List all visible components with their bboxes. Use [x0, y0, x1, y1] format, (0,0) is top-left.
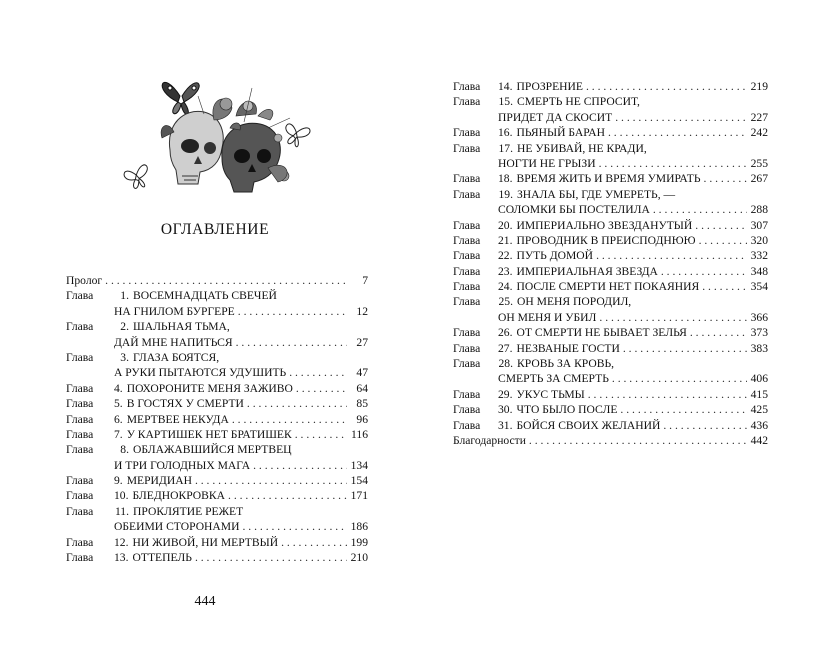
- toc-leader-dots: [247, 396, 347, 411]
- toc-entry-title: НЕЗВАНЫЕ ГОСТИ: [516, 341, 620, 355]
- toc-leader-dots: [253, 458, 347, 473]
- toc-entry[interactable]: [66, 412, 368, 427]
- toc-entry-line: [453, 187, 768, 202]
- toc-entry-prefix: Благодарности: [453, 433, 526, 447]
- toc-leader-dots: [232, 412, 347, 427]
- toc-leader-dots: [661, 264, 747, 279]
- toc-entry-number: 6.: [114, 412, 123, 426]
- toc-entry-title: ВРЕМЯ ЖИТЬ И ВРЕМЯ УМИРАТЬ: [516, 172, 701, 186]
- toc-entry[interactable]: [66, 319, 368, 350]
- toc-entry[interactable]: [453, 341, 768, 356]
- toc-entry-page: 307: [750, 218, 768, 232]
- toc-entry-line: [453, 79, 768, 94]
- toc-entry[interactable]: [453, 141, 768, 172]
- toc-entry-page: 186: [350, 520, 368, 534]
- toc-entry-number: 26.: [498, 326, 513, 340]
- toc-entry-prefix: Глава: [453, 126, 481, 140]
- toc-entry[interactable]: [66, 550, 368, 565]
- toc-entry[interactable]: [66, 504, 368, 535]
- toc-leader-dots: [599, 310, 747, 325]
- toc-leader-dots: [105, 273, 347, 288]
- toc-entry-number: 9.: [114, 474, 123, 488]
- toc-entry-title: ЗНАЛА БЫ, ГДЕ УМЕРЕТЬ, —: [517, 187, 676, 201]
- toc-title: ОГЛАВЛЕНИЕ: [160, 221, 270, 238]
- toc-entry[interactable]: [453, 218, 768, 233]
- toc-entry-page: 425: [750, 403, 768, 417]
- toc-entry-title: МЕРТВЕЕ НЕКУДА: [126, 412, 229, 426]
- toc-entry-page: 47: [356, 366, 368, 380]
- toc-entry-line: [453, 125, 768, 140]
- toc-entry[interactable]: [453, 233, 768, 248]
- toc-entry-number: 2.: [120, 320, 129, 334]
- toc-entry[interactable]: [453, 125, 768, 140]
- toc-entry-page: 436: [750, 418, 768, 432]
- toc-entry-page: 348: [750, 264, 768, 278]
- toc-entry-prefix: Глава: [66, 412, 94, 426]
- toc-entry-prefix: Глава: [66, 289, 94, 303]
- toc-entry[interactable]: [66, 381, 368, 396]
- toc-entry-line: [453, 356, 768, 371]
- toc-entry-number: 15.: [498, 95, 513, 109]
- toc-entry-prefix: Глава: [66, 551, 94, 565]
- toc-entry-title: УКУС ТЬМЫ: [516, 387, 585, 401]
- toc-entry-page: 242: [750, 126, 768, 140]
- toc-entry-number: 5.: [114, 397, 123, 411]
- toc-leader-dots: [228, 488, 347, 503]
- toc-entry-prefix: Глава: [453, 80, 481, 93]
- toc-leader-dots: [699, 233, 747, 248]
- toc-entry-number: 8.: [120, 443, 129, 457]
- toc-entry-title: НЕ УБИВАЙ, НЕ КРАДИ,: [517, 141, 647, 155]
- toc-entry-line: [453, 202, 768, 217]
- toc-entry-prefix: Пролог: [66, 274, 103, 287]
- skull-butterflies-illustration-icon: [118, 58, 318, 208]
- toc-entry-prefix: Глава: [453, 341, 481, 355]
- toc-entry[interactable]: [453, 294, 768, 325]
- toc-entry[interactable]: [66, 473, 368, 488]
- toc-entry-line: [66, 535, 368, 550]
- toc-entry-prefix: Глава: [453, 249, 481, 263]
- toc-entry-title: ОН МЕНЯ ПОРОДИЛ,: [517, 295, 632, 309]
- toc-entry-prefix: Глава: [453, 95, 481, 109]
- toc-entry-line: [453, 94, 768, 109]
- toc-entry-line: [66, 473, 368, 488]
- toc-entry-line: [66, 458, 368, 473]
- toc-entry-line: [453, 325, 768, 340]
- toc-entry-title: И ТРИ ГОЛОДНЫХ МАГА: [114, 458, 251, 472]
- toc-leader-dots: [653, 202, 747, 217]
- toc-entry-line: [66, 350, 368, 365]
- toc-entry-number: 23.: [498, 264, 513, 278]
- toc-entry-prefix: Глава: [66, 397, 94, 411]
- toc-entry-number: 30.: [498, 403, 513, 417]
- toc-entry-title: СМЕРТЬ НЕ СПРОСИТ,: [517, 95, 640, 109]
- toc-entry-prefix: Глава: [453, 218, 481, 232]
- toc-leader-dots: [296, 381, 347, 396]
- toc-entry-prefix: Глава: [66, 535, 94, 549]
- toc-entry-line: [66, 319, 368, 334]
- toc-leader-dots: [295, 427, 347, 442]
- toc-entry-page: 406: [750, 372, 768, 386]
- toc-leader-dots: [529, 433, 747, 448]
- toc-leader-dots: [289, 365, 347, 380]
- toc-entry-number: 7.: [114, 427, 123, 441]
- toc-entry[interactable]: [66, 273, 368, 288]
- toc-entry-page: 210: [350, 551, 368, 565]
- toc-entry-prefix: Глава: [453, 326, 481, 340]
- toc-entry-page: 171: [350, 489, 368, 503]
- toc-entry[interactable]: [66, 350, 368, 381]
- toc-entry-line: [453, 264, 768, 279]
- toc-entry-title: ПРИДЕТ ДА СКОСИТ: [498, 110, 613, 124]
- toc-leader-dots: [690, 325, 747, 340]
- toc-leader-dots: [236, 335, 347, 350]
- toc-entry-number: 3.: [120, 350, 129, 364]
- toc-leader-dots: [599, 156, 747, 171]
- toc-entry-line: [66, 396, 368, 411]
- toc-entry[interactable]: [453, 94, 768, 125]
- toc-entry-number: 19.: [498, 187, 513, 201]
- toc-leader-dots: [238, 304, 347, 319]
- toc-leader-dots: [623, 341, 747, 356]
- toc-entry-line: [66, 550, 368, 565]
- toc-entry-title: ПРОВОДНИК В ПРЕИСПОДНЮЮ: [516, 233, 696, 247]
- toc-entry-title: В ГОСТЯХ У СМЕРТИ: [126, 397, 244, 411]
- toc-entry-title: ОБЕИМИ СТОРОНАМИ: [114, 520, 240, 534]
- toc-entry[interactable]: [453, 402, 768, 417]
- toc-entry-page: 383: [750, 341, 768, 355]
- toc-entry-number: 12.: [114, 535, 129, 549]
- toc-entry-title: ПЬЯНЫЙ БАРАН: [516, 126, 605, 140]
- toc-entry-page: 332: [750, 249, 768, 263]
- toc-entry-number: 28.: [498, 357, 513, 371]
- toc-entry[interactable]: [66, 535, 368, 550]
- toc-entry-line: [453, 387, 768, 402]
- toc-leader-dots: [195, 473, 347, 488]
- toc-entry-title: ПУТЬ ДОМОЙ: [516, 249, 594, 263]
- toc-entry[interactable]: [66, 288, 368, 319]
- toc-leader-dots: [695, 218, 747, 233]
- toc-entry-prefix: Глава: [66, 489, 94, 503]
- toc-entry-page: 12: [356, 304, 368, 318]
- toc-entry-title: ГЛАЗА БОЯТСЯ,: [133, 350, 220, 364]
- toc-entry-prefix: Глава: [66, 474, 94, 488]
- toc-entry-number: 29.: [498, 387, 513, 401]
- toc-entry-prefix: Глава: [453, 418, 481, 432]
- toc-entry[interactable]: [453, 187, 768, 218]
- toc-entry-number: 20.: [498, 218, 513, 232]
- toc-leader-dots: [663, 418, 747, 433]
- toc-entry-line: [453, 233, 768, 248]
- toc-entry-number: 11.: [114, 504, 129, 518]
- toc-entry-title: ЧТО БЫЛО ПОСЛЕ: [516, 403, 618, 417]
- toc-leader-dots: [620, 402, 747, 417]
- toc-entry-page: 85: [356, 397, 368, 411]
- toc-entry[interactable]: [453, 418, 768, 433]
- toc-entry[interactable]: [453, 79, 768, 94]
- toc-entry-number: 25.: [498, 295, 513, 309]
- toc-entry-page: 373: [750, 326, 768, 340]
- toc-entry-title: ОТТЕПЕЛЬ: [132, 551, 192, 565]
- toc-entry-number: 18.: [498, 172, 513, 186]
- toc-entry-line: [66, 488, 368, 503]
- toc-entry-prefix: Глава: [453, 264, 481, 278]
- toc-entry-title: У КАРТИШЕК НЕТ БРАТИШЕК: [126, 427, 292, 441]
- toc-entry[interactable]: [66, 488, 368, 503]
- toc-entry-page: 27: [356, 335, 368, 349]
- toc-entry-line: [453, 141, 768, 156]
- toc-entry-prefix: Глава: [453, 233, 481, 247]
- toc-entry-prefix: Глава: [453, 141, 481, 155]
- toc-entry-line: [66, 288, 368, 303]
- toc-leader-dots: [281, 535, 347, 550]
- toc-entry-page: 255: [750, 156, 768, 170]
- toc-entry-page: 288: [750, 203, 768, 217]
- toc-entry-line: [453, 371, 768, 386]
- toc-entry-title: БЛЕДНОКРОВКА: [132, 489, 226, 503]
- toc-entry-line: [453, 418, 768, 433]
- toc-entry-page: 134: [350, 458, 368, 472]
- toc-entry-page: 267: [750, 172, 768, 186]
- toc-entry-line: [453, 402, 768, 417]
- toc-entry[interactable]: [453, 248, 768, 263]
- toc-entry-page: 415: [750, 387, 768, 401]
- toc-leader-dots: [195, 550, 347, 565]
- toc-entry-number: 31.: [498, 418, 513, 432]
- toc-list-right: [453, 79, 768, 448]
- toc-entry-title: НА ГНИЛОМ БУРГЕРЕ: [114, 304, 235, 318]
- toc-entry-prefix: Глава: [66, 381, 94, 395]
- toc-entry-number: 17.: [498, 141, 513, 155]
- toc-entry[interactable]: [66, 396, 368, 411]
- toc-entry-prefix: Глава: [66, 443, 94, 457]
- toc-entry-title: ИМПЕРИАЛЬНАЯ ЗВЕЗДА: [516, 264, 658, 278]
- toc-entry[interactable]: [453, 325, 768, 340]
- toc-leader-dots: [704, 171, 747, 186]
- toc-entry-title: ОТ СМЕРТИ НЕ БЫВАЕТ ЗЕЛЬЯ: [516, 326, 687, 340]
- toc-entry-title: ПРОКЛЯТИЕ РЕЖЕТ: [133, 504, 244, 518]
- toc-entry-page: 320: [750, 233, 768, 247]
- toc-entry[interactable]: [453, 264, 768, 279]
- toc-entry-line: [453, 171, 768, 186]
- toc-entry-line: [66, 442, 368, 457]
- toc-entry[interactable]: [453, 171, 768, 186]
- toc-entry-title: СМЕРТЬ ЗА СМЕРТЬ: [498, 372, 609, 386]
- toc-entry-prefix: Глава: [453, 403, 481, 417]
- toc-entry-title: НИ ЖИВОЙ, НИ МЕРТВЫЙ: [132, 535, 279, 549]
- toc-entry-number: 16.: [498, 126, 513, 140]
- toc-entry[interactable]: [453, 356, 768, 387]
- toc-leader-dots: [615, 110, 747, 125]
- toc-entry-number: 24.: [498, 280, 513, 294]
- toc-entry-number: 27.: [498, 341, 513, 355]
- toc-entry-line: [66, 304, 368, 319]
- toc-entry-line: [66, 365, 368, 380]
- toc-leader-dots: [608, 125, 747, 140]
- toc-entry-line: [453, 433, 768, 448]
- toc-entry-title: МЕРИДИАН: [126, 474, 192, 488]
- toc-entry-number: 10.: [114, 489, 129, 503]
- toc-entry-title: ВОСЕМНАДЦАТЬ СВЕЧЕЙ: [133, 289, 277, 303]
- toc-entry-prefix: Глава: [66, 320, 94, 334]
- toc-entry-page: 366: [750, 310, 768, 324]
- toc-entry-number: 21.: [498, 233, 513, 247]
- toc-entry-title: БОЙСЯ СВОИХ ЖЕЛАНИЙ: [516, 418, 661, 432]
- toc-entry-line: [453, 294, 768, 309]
- toc-entry-line: [66, 427, 368, 442]
- toc-entry-page: 7: [362, 274, 368, 287]
- toc-entry-page: 227: [750, 110, 768, 124]
- toc-entry-page: 96: [356, 412, 368, 426]
- toc-entry-line: [66, 335, 368, 350]
- toc-leader-dots: [702, 279, 747, 294]
- toc-entry-prefix: Глава: [453, 187, 481, 201]
- toc-entry[interactable]: [453, 433, 768, 448]
- toc-entry-number: 22.: [498, 249, 513, 263]
- toc-entry-line: [66, 273, 368, 288]
- toc-entry-title: НОГТИ НЕ ГРЫЗИ: [498, 156, 596, 170]
- toc-entry-prefix: Глава: [453, 172, 481, 186]
- toc-entry-title: ПОСЛЕ СМЕРТИ НЕТ ПОКАЯНИЯ: [516, 280, 700, 294]
- toc-entry-title: ОБЛАЖАВШИЙСЯ МЕРТВЕЦ: [133, 443, 292, 457]
- toc-entry-line: [453, 310, 768, 325]
- toc-entry-prefix: Глава: [66, 427, 94, 441]
- toc-entry[interactable]: [453, 387, 768, 402]
- toc-entry-line: [453, 341, 768, 356]
- toc-entry-page: 199: [350, 535, 368, 549]
- toc-entry-line: [66, 519, 368, 534]
- toc-entry-title: СОЛОМКИ БЫ ПОСТЕЛИЛА: [498, 203, 650, 217]
- toc-entry-prefix: Глава: [453, 295, 481, 309]
- toc-leader-dots: [596, 248, 747, 263]
- toc-entry-prefix: Глава: [453, 280, 481, 294]
- toc-entry-title: КРОВЬ ЗА КРОВЬ,: [517, 357, 615, 371]
- toc-entry[interactable]: [453, 279, 768, 294]
- toc-entry-number: 4.: [114, 381, 123, 395]
- toc-entry-line: [453, 279, 768, 294]
- toc-entry-title: ОН МЕНЯ И УБИЛ: [498, 310, 597, 324]
- toc-leader-dots: [243, 519, 348, 534]
- toc-entry-number: 14.: [498, 80, 513, 93]
- toc-list-left: [66, 273, 368, 565]
- toc-entry-line: [66, 381, 368, 396]
- toc-entry[interactable]: [66, 427, 368, 442]
- toc-entry-prefix: Глава: [66, 504, 94, 518]
- toc-entry-page: 116: [351, 427, 368, 441]
- page-number: 444: [194, 594, 216, 609]
- toc-entry-prefix: Глава: [453, 357, 481, 371]
- toc-entry-line: [453, 218, 768, 233]
- toc-entry-number: 13.: [114, 551, 129, 565]
- toc-entry-title: ШАЛЬНАЯ ТЬМА,: [133, 320, 230, 334]
- toc-entry-page: 64: [356, 381, 368, 395]
- toc-entry-prefix: Глава: [66, 350, 94, 364]
- toc-entry-title: ПОХОРОНИТЕ МЕНЯ ЗАЖИВО: [126, 381, 293, 395]
- right-page: [410, 0, 820, 662]
- toc-leader-dots: [612, 371, 747, 386]
- toc-entry-prefix: Глава: [453, 387, 481, 401]
- toc-entry[interactable]: [66, 442, 368, 473]
- toc-entry-line: [66, 412, 368, 427]
- toc-entry-line: [66, 504, 368, 519]
- toc-entry-number: 1.: [120, 289, 129, 303]
- toc-entry-title: ПРОЗРЕНИЕ: [516, 80, 583, 93]
- toc-entry-line: [453, 156, 768, 171]
- toc-entry-page: 154: [350, 474, 368, 488]
- toc-entry-line: [453, 110, 768, 125]
- toc-entry-page: 219: [750, 80, 768, 93]
- toc-leader-dots: [586, 79, 747, 94]
- toc-entry-page: 442: [750, 433, 768, 447]
- toc-entry-page: 354: [750, 280, 768, 294]
- toc-leader-dots: [588, 387, 747, 402]
- toc-entry-title: ИМПЕРИАЛЬНО ЗВЕЗДАНУТЫЙ: [516, 218, 693, 232]
- toc-entry-line: [453, 248, 768, 263]
- toc-entry-title: ДАЙ МНЕ НАПИТЬСЯ: [114, 335, 233, 349]
- toc-entry-title: А РУКИ ПЫТАЮТСЯ УДУШИТЬ: [114, 366, 287, 380]
